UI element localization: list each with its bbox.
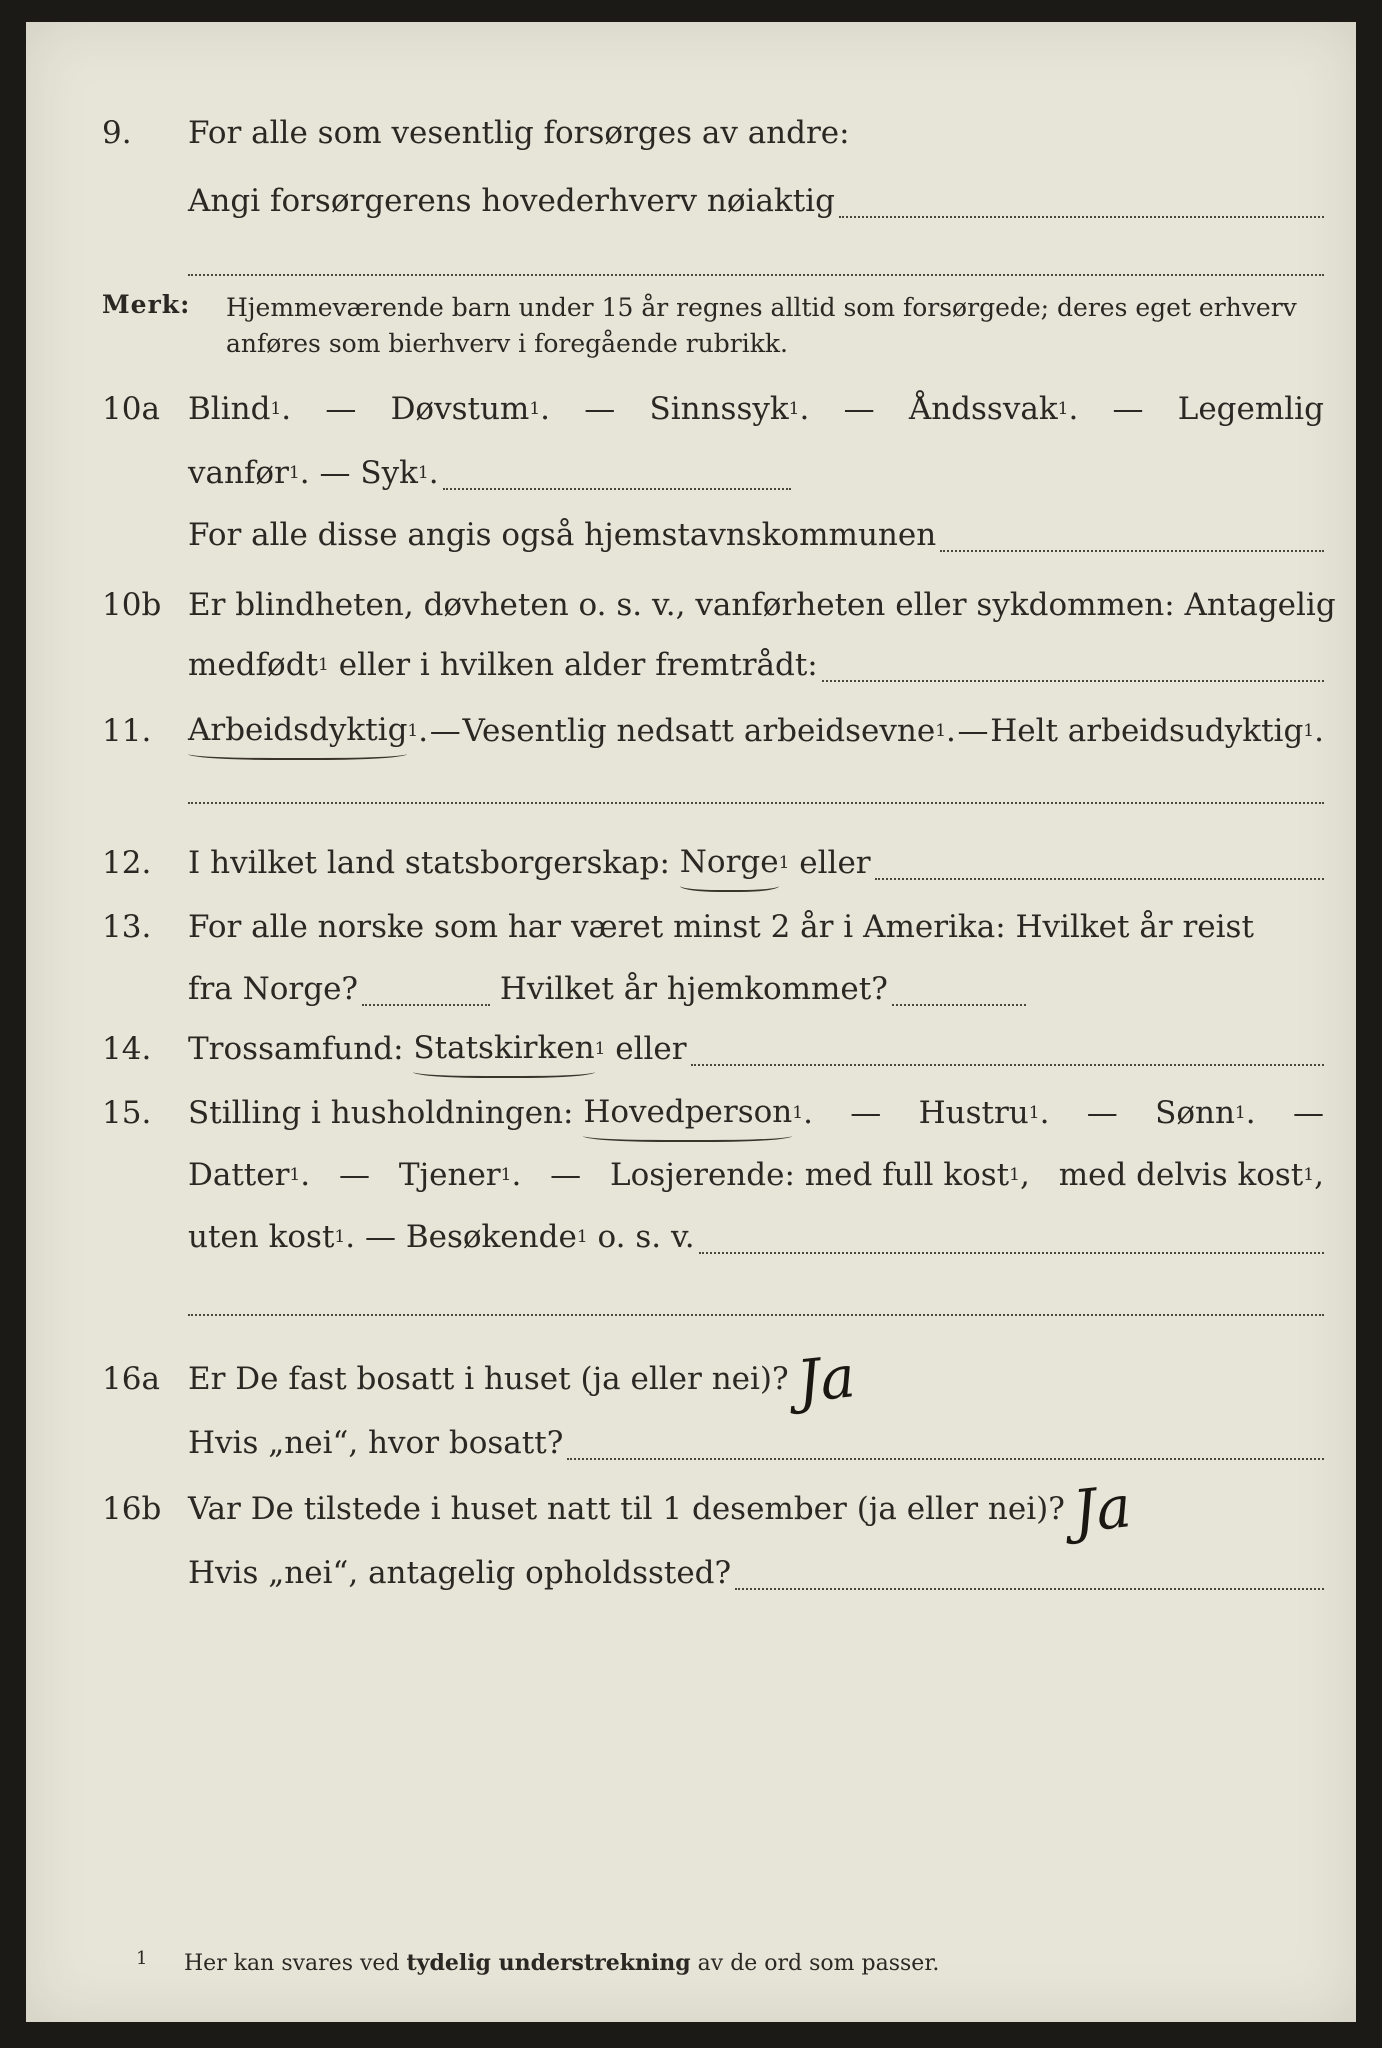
question-number: 16b [102, 1491, 162, 1527]
question-text: Hvis „nei“, antagelig opholdssted? [188, 1555, 732, 1591]
question-9-line-1 [26, 106, 1356, 160]
answer-field-year-returned[interactable] [892, 1004, 1026, 1006]
question-number: 13. [102, 909, 152, 945]
option-vanfor[interactable]: vanfør 1 . [188, 455, 320, 491]
option-medfodt[interactable]: medfødt 1 [188, 647, 329, 683]
dash: — [429, 713, 461, 749]
question-13-line-2 [26, 962, 1356, 1016]
dash: — [1086, 1095, 1118, 1131]
option-andssvak[interactable]: Åndssvak 1 . [908, 391, 1079, 427]
dash: — [364, 1219, 396, 1255]
question-text: eller i hvilken alder fremtrådt: [328, 647, 818, 683]
question-text: Er De fast bosatt i huset (ja eller nei)? [188, 1361, 789, 1397]
question-11-line-1 [26, 704, 1356, 758]
option-arbeidsudyktig[interactable]: Helt arbeidsudyktig 1 . [990, 713, 1324, 749]
question-9-line-2 [26, 174, 1356, 228]
question-12-line-1 [26, 836, 1356, 890]
option-legemlig[interactable]: Legemlig [1177, 391, 1324, 427]
option-besokende[interactable]: Besøkende 1 [405, 1219, 588, 1255]
question-text: Var De tilstede i huset natt til 1 desember (ja eller nei)? [188, 1491, 1065, 1527]
question-number: 16a [102, 1361, 160, 1397]
question-number: 11. [102, 713, 152, 749]
option-blind[interactable]: Blind 1 . [188, 391, 292, 427]
question-16b-line-2 [26, 1546, 1356, 1600]
question-number: 9. [102, 115, 132, 151]
census-form-page [26, 22, 1356, 2022]
question-16a-line-1 [26, 1342, 1356, 1416]
answer-field-residence[interactable] [567, 1458, 1324, 1460]
question-16a-line-2 [26, 1416, 1356, 1470]
dash: — [584, 391, 616, 427]
question-number: 14. [102, 1031, 152, 1067]
dash: — [338, 1157, 370, 1193]
option-statskirken-selected[interactable]: Statskirken 1 [413, 1021, 605, 1078]
question-text: For alle som vesentlig forsørges av andre: [188, 115, 850, 151]
option-dovstum[interactable]: Døvstum 1 . [390, 391, 551, 427]
handwritten-answer[interactable]: Ja [793, 1342, 858, 1416]
option-nedsatt-arbeidsevne[interactable]: Vesentlig nedsatt arbeidsevne 1 . [462, 713, 956, 749]
question-number: 10b [102, 587, 162, 623]
option-uten-kost[interactable]: uten kost 1 . [188, 1219, 365, 1255]
answer-field-citizenship[interactable] [875, 878, 1324, 880]
footnote-mark: 1 [136, 1948, 148, 1969]
footnote-text: Her kan svares ved [184, 1951, 407, 1976]
question-15-line-2 [26, 1148, 1356, 1202]
footnote-text: av de ord som passer. [690, 1951, 940, 1976]
dash: — [843, 391, 875, 427]
question-15-line-3 [26, 1210, 1356, 1264]
question-15-line-1 [26, 1086, 1356, 1140]
dash: — [319, 455, 351, 491]
answer-field-home-municipality[interactable] [940, 550, 1324, 552]
option-sonn[interactable]: Sønn 1 . [1155, 1095, 1256, 1131]
answer-field-blank-line[interactable] [188, 802, 1324, 804]
answer-field-whereabouts[interactable] [735, 1588, 1324, 1590]
household-position: Stilling i husholdningen: Hovedperson 1 . [188, 1085, 813, 1142]
question-number: 10a [102, 391, 160, 427]
note-label: Merk: [102, 290, 191, 319]
answer-field-blank-line[interactable] [188, 1314, 1324, 1316]
answer-field-religion[interactable] [691, 1064, 1324, 1066]
question-10a-line-1 [26, 382, 1356, 436]
question-text: Hvis „nei“, hvor bosatt? [188, 1425, 564, 1461]
dash: — [325, 391, 357, 427]
question-text: eller [605, 1031, 687, 1067]
option-sinnssyk[interactable]: Sinnssyk 1 . [649, 391, 810, 427]
footnote-emphasis: tydelig understrekning [406, 1950, 691, 1976]
dash: — [1112, 391, 1144, 427]
question-text: Er blindheten, døvheten o. s. v., vanførheten eller sykdommen: Antagelig [188, 587, 1336, 623]
question-text: eller [789, 845, 871, 881]
question-number: 12. [102, 845, 152, 881]
option-hovedperson-selected[interactable]: Hovedperson 1 . [583, 1085, 813, 1142]
answer-field-illness[interactable] [443, 488, 791, 490]
question-text: Hvilket år hjemkommet? [490, 971, 888, 1007]
question-14-line-1 [26, 1022, 1356, 1076]
dash: — [850, 1095, 882, 1131]
option-tjener[interactable]: Tjener 1 . [398, 1157, 522, 1193]
option-losjerende-full-kost[interactable]: Losjerende: med full kost 1 , [610, 1157, 1030, 1193]
dash: — [957, 713, 989, 749]
dash: — [1292, 1095, 1324, 1131]
question-10b-line-2 [26, 638, 1356, 692]
question-number: 15. [102, 1095, 152, 1131]
option-delvis-kost[interactable]: med delvis kost 1 , [1058, 1157, 1324, 1193]
answer-field-year-departed[interactable] [362, 1004, 490, 1006]
question-text: Angi forsørgerens hovederhverv nøiaktig [188, 183, 835, 219]
note-text-line-2: anføres som bierhverv i foregående rubrikk. [226, 329, 788, 358]
answer-field-household-other[interactable] [699, 1252, 1324, 1254]
dash: — [550, 1157, 582, 1193]
question-text: For alle disse angis også hjemstavnskommunen [188, 517, 937, 553]
option-arbeidsdyktig-selected[interactable]: Arbeidsdyktig 1 . [188, 703, 428, 760]
question-text: fra Norge? [188, 971, 359, 1007]
question-text: For alle norske som har været minst 2 år i Amerika: Hvilket år reist [188, 909, 1254, 945]
option-syk[interactable]: Syk 1 . [360, 455, 439, 491]
option-norge-selected[interactable]: Norge 1 [680, 835, 790, 892]
question-10a-line-2 [26, 446, 1356, 500]
question-text: I hvilket land statsborgerskap: [188, 845, 680, 881]
option-hustru[interactable]: Hustru 1 . [918, 1095, 1050, 1131]
note-text-line-1: Hjemmeværende barn under 15 år regnes alltid som forsørgede; deres eget erhverv [226, 293, 1297, 322]
question-10a-line-3 [26, 508, 1356, 562]
question-16b-line-1 [26, 1472, 1356, 1546]
answer-field-provider-occupation[interactable] [839, 216, 1324, 218]
answer-field-onset-age[interactable] [822, 680, 1324, 682]
handwritten-answer[interactable]: Ja [1069, 1472, 1135, 1546]
option-datter[interactable]: Datter 1 . [188, 1157, 311, 1193]
answer-field-blank-line[interactable] [188, 274, 1324, 276]
question-text: Trossamfund: [188, 1031, 414, 1067]
question-13-line-1 [26, 900, 1356, 954]
question-text: o. s. v. [587, 1219, 695, 1255]
question-10b-line-1 [26, 578, 1356, 632]
